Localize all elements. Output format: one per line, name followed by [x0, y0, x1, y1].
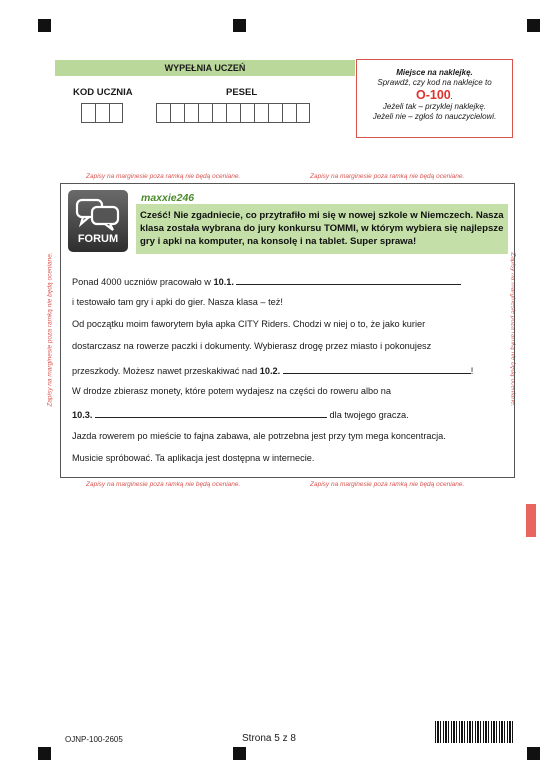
sticker-instruction: Sprawdź, czy kod na naklejce to: [377, 78, 492, 87]
margin-note-bottom-left: Zapisy na marginesie poza ramką nie będą oceniane.: [86, 481, 241, 488]
barcode: [435, 721, 515, 743]
sticker-title: Miejsce na naklejkę.: [396, 68, 473, 77]
side-marker-tab: [526, 504, 536, 537]
pesel-box[interactable]: [254, 103, 268, 123]
forum-username: maxxie246: [141, 192, 195, 204]
margin-note-right-vertical: Zapisy na marginesie poza ramką nie będą oceniane.: [509, 252, 517, 407]
student-code-box[interactable]: [95, 103, 109, 123]
pesel-box[interactable]: [170, 103, 184, 123]
fill-by-student-banner: WYPEŁNIA UCZEŃ: [55, 60, 355, 76]
gap-10-1-answer[interactable]: [236, 275, 461, 285]
pesel-box[interactable]: [212, 103, 226, 123]
text-line-2: i testowało tam gry i apki do gier. Nasza klasa – też!: [72, 297, 283, 307]
text-line-3: Od początku moim faworytem była apka CITY Riders. Chodzi w niej o to, że jako kurier: [72, 319, 426, 329]
pesel-label: PESEL: [226, 87, 258, 98]
text-line-7: [72, 408, 409, 421]
forum-icon: [68, 190, 128, 252]
gap-10-2-number: 10.2.: [259, 366, 281, 376]
text-line-5: [72, 364, 473, 377]
student-code-label: KOD UCZNIA: [73, 87, 133, 98]
sticker-code-suffix: .: [450, 92, 453, 101]
text-line-1-start: Ponad 4000 uczniów pracowało w: [72, 277, 214, 287]
forum-post: Cześć! Nie zgadniecie, co przytrafiło mi się w nowej szkole w Niemczech. Nasza klasa została wybrana do jury konkursu TOMMI, w którym wybiera się najlepsze gry i apki na komputer, na konsolę i na tablet. Super sprawa!: [136, 204, 508, 254]
sticker-area: [356, 59, 513, 138]
registration-mark-bottom-center: [233, 747, 246, 760]
registration-mark-top-left: [38, 19, 51, 32]
footer-page-number: Strona 5 z 8: [242, 733, 296, 744]
speech-bubbles-icon: [68, 194, 128, 234]
sticker-yes-instruction: Jeżeli tak – przyklej naklejkę.: [382, 102, 487, 111]
pesel-box[interactable]: [198, 103, 212, 123]
gap-10-3-number: 10.3.: [72, 410, 93, 420]
margin-note-left-vertical: Zapisy na marginesie poza ramką nie będą oceniane.: [46, 252, 54, 407]
pesel-box[interactable]: [240, 103, 254, 123]
sticker-no-instruction: Jeżeli nie – zgłoś to nauczycielowi.: [372, 112, 497, 121]
sticker-code: O-100: [416, 88, 451, 102]
text-line-1: [72, 275, 461, 288]
forum-icon-label: FORUM: [77, 233, 119, 245]
pesel-box[interactable]: [282, 103, 296, 123]
student-code-boxes: [81, 103, 123, 123]
registration-mark-top-center: [233, 19, 246, 32]
margin-note-top-right: Zapisy na marginesie poza ramką nie będą oceniane.: [310, 173, 465, 180]
pesel-boxes: [156, 103, 310, 123]
margin-note-top-left: Zapisy na marginesie poza ramką nie będą oceniane.: [86, 173, 241, 180]
gap-10-3-answer[interactable]: [95, 408, 327, 418]
text-line-7-end: dla twojego gracza.: [327, 410, 409, 420]
student-code-box[interactable]: [81, 103, 95, 123]
gap-10-1-number: 10.1.: [213, 277, 234, 287]
footer-exam-code: OJNP-100-2605: [65, 735, 123, 744]
text-line-4: dostarczasz na rowerze paczki i dokumenty. Wybierasz drogę przez miasto i pokonujesz: [72, 341, 432, 351]
text-line-6: W drodze zbierasz monety, które potem wydajesz na części do roweru albo na: [72, 386, 391, 396]
margin-note-bottom-right: Zapisy na marginesie poza ramką nie będą oceniane.: [310, 481, 465, 488]
registration-mark-bottom-left: [38, 747, 51, 760]
pesel-box[interactable]: [268, 103, 282, 123]
text-line-5-start: przeszkody. Możesz nawet przeskakiwać nad: [72, 366, 260, 376]
text-line-5-end: !: [470, 366, 474, 376]
text-line-9: Musicie spróbować. Ta aplikacja jest dostępna w internecie.: [72, 453, 315, 463]
student-code-box[interactable]: [109, 103, 123, 123]
gap-10-2-answer[interactable]: [283, 364, 471, 374]
text-line-8: Jazda rowerem po mieście to fajna zabawa, ale potrzebna jest przy tym mega koncentracja.: [72, 431, 446, 441]
pesel-box[interactable]: [296, 103, 310, 123]
registration-mark-bottom-right: [527, 747, 540, 760]
pesel-box[interactable]: [184, 103, 198, 123]
pesel-box[interactable]: [156, 103, 170, 123]
registration-mark-top-right: [527, 19, 540, 32]
pesel-box[interactable]: [226, 103, 240, 123]
